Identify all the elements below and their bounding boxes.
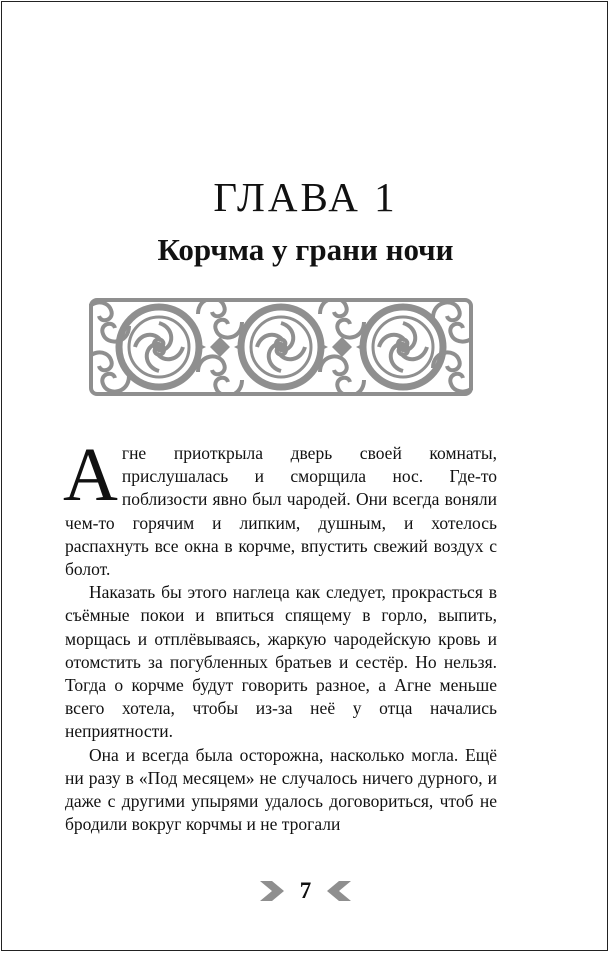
paragraph-1-text: гне приоткрыла дверь своей комнаты, прислушалась и сморщила нос. Где-то поблизости явно был чародей. Они всегда воняли чем-то горячим и липким, душным, и хотелось распахнуть все окна в корчме, впустить свежий воздух с болот. xyxy=(65,443,497,580)
decorative-ornament-icon xyxy=(89,298,473,396)
chapter-number: ГЛАВА 1 xyxy=(213,174,398,220)
chapter-body xyxy=(63,433,497,836)
chevron-left-icon xyxy=(325,881,351,901)
paragraph-1 xyxy=(63,433,497,581)
chevron-right-icon xyxy=(260,881,286,901)
book-page xyxy=(1,1,608,951)
paragraph-3: Она и всегда была осторожна, насколько могла. Ещё ни разу в «Под месяцем» не случалось ничего дурного, и даже с другими упырями удалось договориться, чтоб не бродили вокруг корчмы и не трогали xyxy=(65,744,497,835)
chapter-title: Корчма у грани ночи xyxy=(157,232,454,267)
paragraph-2: Наказать бы этого наглеца как следует, прокрасться в съёмные покои и впиться спящему в горло, выпить, морщась и отплёвываясь, жаркую чародейскую кровь и отомстить за погубленных братьев и сестёр. Но нельзя. Тогда о корчме будут говорить разное, а Агне меньше всего хотела, чтобы из-за неё у отца начались неприятности. xyxy=(65,582,497,742)
page-footer xyxy=(2,874,609,908)
page-number: 7 xyxy=(299,878,312,903)
drop-cap: А xyxy=(63,433,118,517)
